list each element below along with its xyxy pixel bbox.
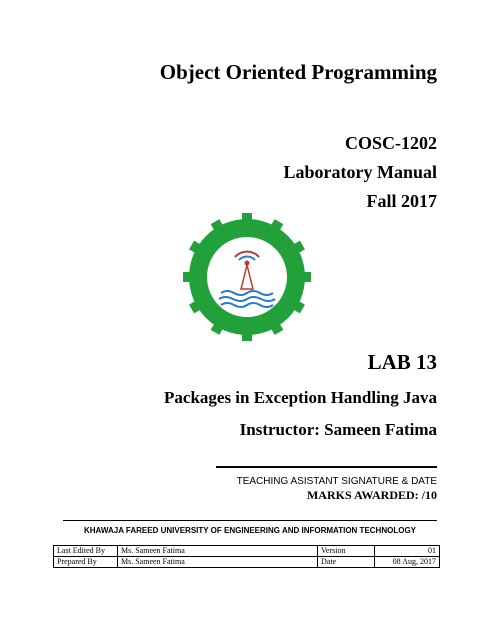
row-key-value: 01 (375, 546, 440, 557)
lab-topic: Packages in Exception Handling Java (164, 388, 437, 407)
term-label: Fall 2017 (366, 191, 437, 211)
document-info-table (53, 545, 440, 568)
gear-ring-icon (183, 213, 311, 341)
course-code: COSC-1202 (344, 133, 437, 153)
instructor-name: Instructor: Sameen Fatima (239, 420, 437, 439)
table-row (54, 546, 440, 557)
lab-number: LAB 13 (367, 350, 437, 374)
manual-label: Laboratory Manual (283, 162, 437, 182)
row-key-value: 08 Aug, 2017 (375, 557, 440, 568)
university-logo (183, 213, 311, 341)
marks-awarded: MARKS AWARDED: /10 (306, 488, 437, 502)
table-row (54, 557, 440, 568)
row-value: Ms. Sameen Fatima (118, 557, 318, 568)
document-title: Object Oriented Programming (159, 60, 437, 84)
signature-line (216, 466, 437, 468)
row-key: Version (318, 546, 375, 557)
row-label: Prepared By (54, 557, 118, 568)
university-name: KHAWAJA FAREED UNIVERSITY OF ENGINEERING AND INFORMATION TECHNOLOGY (83, 526, 417, 535)
footer-divider (63, 520, 437, 521)
signature-label: TEACHING ASISTANT SIGNATURE & DATE (236, 476, 437, 487)
row-key: Date (318, 557, 375, 568)
row-label: Last Edited By (54, 546, 118, 557)
row-value: Ms. Sameen Fatima (118, 546, 318, 557)
